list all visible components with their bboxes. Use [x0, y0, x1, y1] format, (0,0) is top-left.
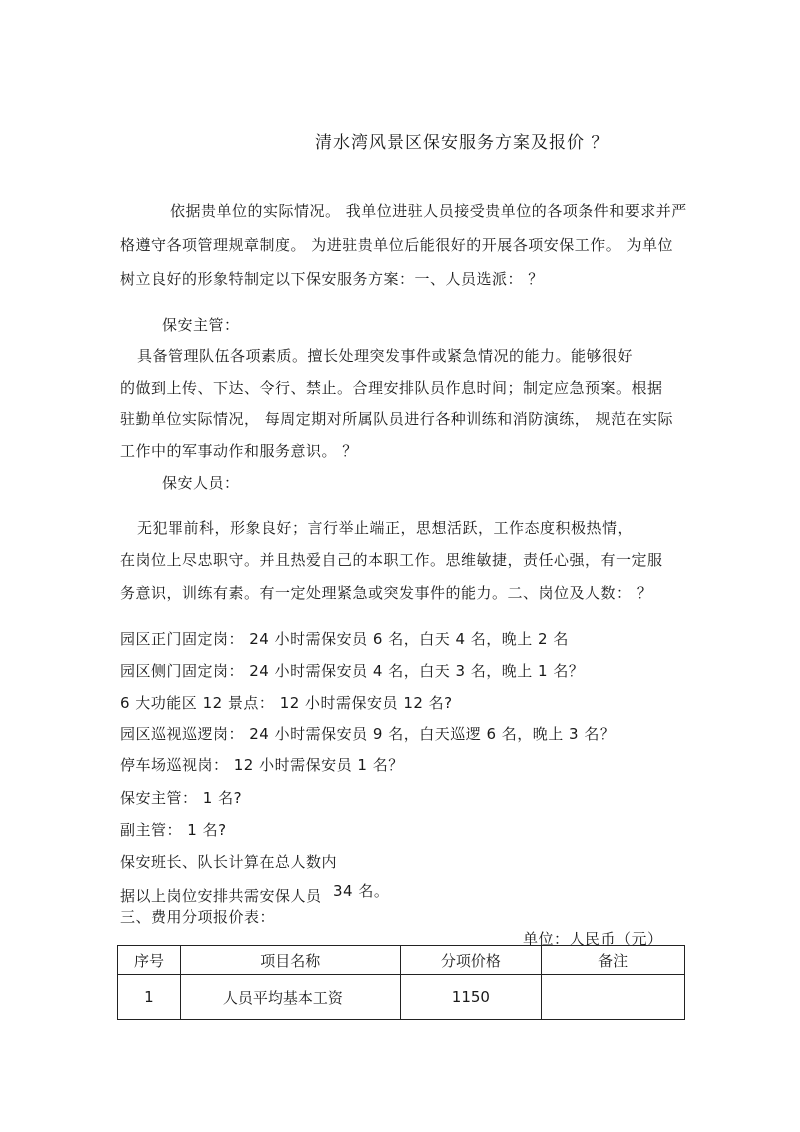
post-line-8: 保安班长、队长计算在总人数内: [120, 853, 338, 871]
post-line-7: 副主管： 1 名?: [120, 821, 227, 839]
header-item-name: 项目名称: [180, 946, 400, 975]
guards-line-3: 务意识，训练有素。有一定处理紧急或突发事件的能力。二、岗位及人数： ？: [120, 584, 653, 602]
cell-item-name: 人员平均基本工资: [180, 975, 400, 1020]
intro-line-2: 格遵守各项管理规章制度。 为进驻贵单位后能很好的开展各项安保工作。 为单位: [120, 236, 674, 254]
post-line-1: 园区正门固定岗： 24 小时需保安员 6 名，白天 4 名，晚上 2 名: [120, 630, 569, 648]
fee-table-header-row: [118, 946, 685, 975]
fee-table: [117, 945, 685, 1020]
supervisor-line-3: 驻勤单位实际情况， 每周定期对所属队员进行各种训练和消防演练， 规范在实际: [120, 410, 674, 428]
header-price: 分项价格: [400, 946, 542, 975]
cell-index: 1: [118, 975, 181, 1020]
unit-note: 单位：人民币（元）: [523, 930, 663, 948]
supervisor-line-1: 具备管理队伍各项素质。擅长处理突发事件或紧急情况的能力。能够很好: [137, 347, 634, 365]
guards-heading: 保安人员：: [162, 474, 240, 492]
table-row: [118, 975, 685, 1020]
post-line-6: 保安主管： 1 名?: [120, 789, 243, 807]
header-index: 序号: [118, 946, 181, 975]
post-line-4: 园区巡视巡逻岗： 24 小时需保安员 9 名，白天巡逻 6 名，晚上 3 名？: [120, 725, 616, 743]
total-count: 34 名。: [333, 882, 390, 900]
header-remarks: 备注: [542, 946, 685, 975]
cell-remarks: [542, 975, 685, 1020]
total-line: 据以上岗位安排共需安保人员: [120, 887, 322, 905]
supervisor-line-4: 工作中的军事动作和服务意识。 ？: [120, 442, 358, 460]
post-line-2: 园区侧门固定岗： 24 小时需保安员 4 名，白天 3 名，晚上 1 名？: [120, 662, 585, 680]
intro-line-3: 树立良好的形象特制定以下保安服务方案：一、人员选派： ？: [120, 270, 544, 288]
page-title: 清水湾风景区保安服务方案及报价 ？: [315, 133, 610, 153]
post-line-5: 停车场巡视岗： 12 小时需保安员 1 名？: [120, 756, 404, 774]
cell-price: 1150: [400, 975, 542, 1020]
guards-line-1: 无犯罪前科，形象良好；言行举止端正，思想活跃，工作态度积极热情，: [137, 519, 634, 537]
guards-line-2: 在岗位上尽忠职守。并且热爱自己的本职工作。思维敏捷，责任心强，有一定服: [120, 551, 663, 569]
supervisor-heading: 保安主管：: [162, 316, 240, 334]
intro-line-1: 依据贵单位的实际情况。 我单位进驻人员接受贵单位的各项条件和要求并严: [170, 202, 687, 220]
post-line-3: 6 大功能区 12 景点： 12 小时需保安员 12 名?: [120, 694, 453, 712]
supervisor-line-2: 的做到上传、下达、令行、禁止。合理安排队员作息时间；制定应急预案。根据: [120, 379, 663, 397]
fee-heading: 三、费用分项报价表：: [120, 908, 276, 926]
